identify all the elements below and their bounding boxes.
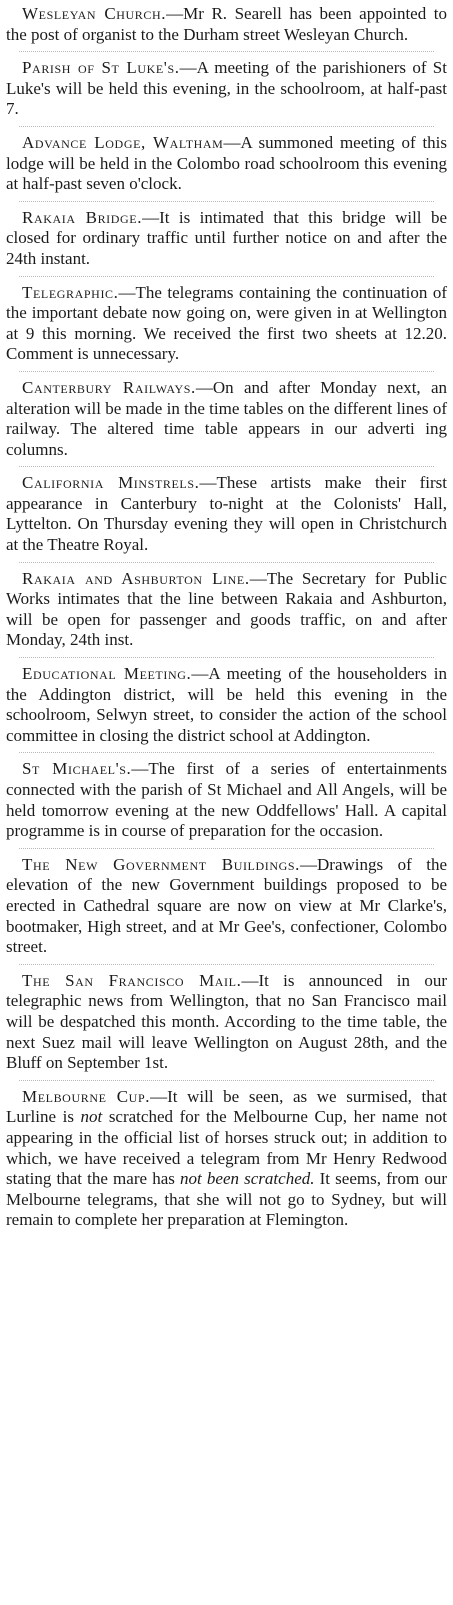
news-paragraph <box>6 971 447 1074</box>
news-paragraph <box>6 664 447 746</box>
news-body: —It is intimated that this bridge will be closed for ordinary traffic until further notice on and after the 24th instant. <box>6 207 448 268</box>
news-paragraph <box>6 58 447 120</box>
news-paragraph <box>6 4 447 45</box>
news-paragraph <box>6 283 447 365</box>
news-heading: The New Government Buildings. <box>22 854 301 874</box>
news-heading: Parish of St Luke's. <box>22 58 180 78</box>
news-body-text: It seems, from our Melbourne telegrams, that she will not go to Sydney, but will remain to complete her preparation at Flemington. <box>6 1169 447 1230</box>
news-body-text: —It will be seen, as we surmised, that Lurline is <box>6 1086 447 1127</box>
news-paragraph <box>6 378 447 460</box>
news-heading: St Michael's. <box>22 759 132 779</box>
news-item-advance-lodge <box>6 133 447 202</box>
news-heading: Advance Lodge, Waltham <box>22 132 224 152</box>
news-item-rakaia-bridge <box>6 208 447 277</box>
news-heading: The San Francisco Mail. <box>22 970 242 990</box>
news-item-wesleyan <box>6 4 447 52</box>
news-body: —On and after Monday next, an alteration will be made in the time tables on the different lines of railway. The altered time table appears in our adverti ing columns. <box>6 377 447 459</box>
news-body: —The Secretary for Public Works intimates that the line between Rakaia and Ashburton, will be open for passenger and goods traffic, on and after Monday, 24th inst. <box>6 568 447 650</box>
news-item-san-francisco-mail <box>6 971 447 1081</box>
news-paragraph <box>6 208 447 270</box>
news-heading: Melbourne Cup. <box>22 1086 151 1106</box>
emphasis-text: not been scratched. <box>180 1169 315 1189</box>
news-body: —A meeting of the householders in the Addington district, will be held this evening in the schoolroom, Selwyn street, to consider the action of the school committee in closing the district school at Addington. <box>6 664 447 745</box>
news-heading: California Minstrels. <box>22 473 200 493</box>
news-body: —A meeting of the parishioners of St Luke's will be held this evening, in the schoolroom, at half-past 7. <box>6 58 447 119</box>
news-paragraph <box>6 473 447 555</box>
news-item-rakaia-ashburton <box>6 569 447 658</box>
news-item-canterbury-railways <box>6 378 447 467</box>
news-body: —These artists make their first appearance in Canterbury to-night at the Colonists' Hall, Lyttelton. On Thursday evening they will open in Christchurch at the Theatre Royal. <box>6 473 447 555</box>
news-item-educational-meeting <box>6 664 447 753</box>
news-item-st-lukes <box>6 58 447 127</box>
news-body: —The telegrams containing the continuation of the important debate now going on, were given in at Wellington at 9 this morning. We received the first two sheets at 12.20. Comment is unnecessary. <box>6 282 447 364</box>
news-body: —The first of a series of entertainments connected with the parish of St Michael and All Angels, will be held tomorrow evening at the new Oddfellows' Hall. A capital programme is in course of preparation for the occasion. <box>6 759 447 841</box>
news-item-st-michaels <box>6 759 447 848</box>
news-heading: Rakaia and Ashburton Line. <box>22 568 250 588</box>
news-paragraph <box>6 1087 447 1231</box>
news-paragraph <box>6 855 447 958</box>
news-body: —Drawings of the elevation of the new Government buildings proposed to be erected in Cathedral square are now on view at Mr Clarke's, bootmaker, High street, and at Mr Gee's, confectioner, Colombo street. <box>6 854 448 957</box>
news-item-california-minstrels <box>6 473 447 562</box>
news-heading: Telegraphic. <box>22 282 119 302</box>
news-item-telegraphic <box>6 283 447 372</box>
news-body: —It is announced in our telegraphic news from Wellington, that no San Francisco mail will be despatched this month. According to the time table, the next Suez mail will leave Wellington on August 28th, and the Bluff on September 1st. <box>6 970 447 1073</box>
news-paragraph <box>6 133 447 195</box>
news-body: —Mr R. Searell has been appointed to the post of organist to the Durham street Wesleyan Church. <box>6 4 447 44</box>
news-heading: Wesleyan Church. <box>22 4 167 23</box>
news-body-text: scratched for the Melbourne Cup, her name not appearing in the official list of horses struck out; in addition to which, we have received a telegram from Mr Henry Redwood stating that the mare has <box>6 1107 447 1189</box>
news-item-new-government-buildings <box>6 855 447 965</box>
news-heading: Canterbury Railways. <box>22 377 196 397</box>
news-body: —A summoned meeting of this lodge will be held in the Colombo road schoolroom this evening at half-past seven o'clock. <box>6 132 448 194</box>
news-item-melbourne-cup <box>6 1087 447 1231</box>
news-heading: Educational Meeting. <box>22 664 192 684</box>
news-heading: Rakaia Bridge. <box>22 207 143 227</box>
news-paragraph <box>6 569 447 651</box>
news-paragraph <box>6 759 447 841</box>
emphasis-text: not <box>80 1107 103 1127</box>
